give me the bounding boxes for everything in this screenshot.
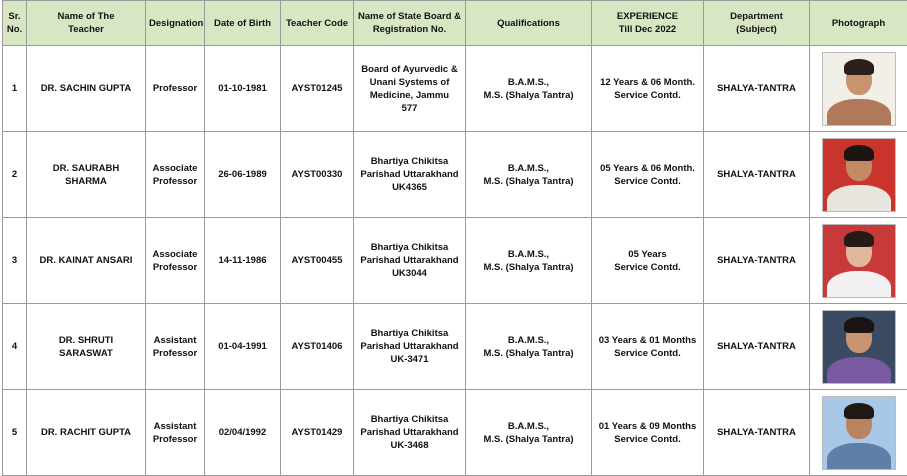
header-qualifications: Qualifications — [466, 1, 592, 46]
photo-hair — [844, 231, 874, 247]
department-cell: SHALYA-TANTRA — [704, 132, 810, 218]
table-row — [3, 132, 907, 218]
header-experience: EXPERIENCE Till Dec 2022 — [592, 1, 704, 46]
qualifications-cell: B.A.M.S., M.S. (Shalya Tantra) — [466, 46, 592, 132]
designation-cell: Assistant Professor — [146, 390, 205, 476]
photo-shoulders — [827, 443, 891, 470]
dob-cell: 01-04-1991 — [205, 304, 281, 390]
teacher-photo — [822, 310, 896, 384]
teacher-name-cell: DR. SACHIN GUPTA — [27, 46, 146, 132]
header-department: Department (Subject) — [704, 1, 810, 46]
sr-no-cell: 1 — [3, 46, 27, 132]
sr-no-cell: 2 — [3, 132, 27, 218]
header-dob: Date of Birth — [205, 1, 281, 46]
photograph-cell — [810, 46, 907, 132]
department-cell: SHALYA-TANTRA — [704, 218, 810, 304]
teacher-name-cell: DR. SAURABH SHARMA — [27, 132, 146, 218]
header-sr: Sr. No. — [3, 1, 27, 46]
table-row — [3, 46, 907, 132]
teacher-code-cell: AYST01245 — [281, 46, 354, 132]
board-registration-cell: Bhartiya Chikitsa Parishad Uttarakhand UK-3468 — [354, 390, 466, 476]
header-designation: Designation — [146, 1, 205, 46]
designation-cell: Associate Professor — [146, 132, 205, 218]
photo-hair — [844, 59, 874, 75]
department-cell: SHALYA-TANTRA — [704, 46, 810, 132]
header-board: Name of State Board & Registration No. — [354, 1, 466, 46]
table-row — [3, 218, 907, 304]
teacher-table — [2, 0, 907, 476]
dob-cell: 26-06-1989 — [205, 132, 281, 218]
header-photograph: Photograph — [810, 1, 907, 46]
photograph-cell — [810, 132, 907, 218]
qualifications-cell: B.A.M.S., M.S. (Shalya Tantra) — [466, 390, 592, 476]
dob-cell: 02/04/1992 — [205, 390, 281, 476]
experience-cell: 05 Years & 06 Month. Service Contd. — [592, 132, 704, 218]
photo-hair — [844, 145, 874, 161]
teacher-code-cell: AYST01406 — [281, 304, 354, 390]
department-cell: SHALYA-TANTRA — [704, 390, 810, 476]
qualifications-cell: B.A.M.S., M.S. (Shalya Tantra) — [466, 132, 592, 218]
photo-shoulders — [827, 357, 891, 384]
photo-shoulders — [827, 99, 891, 126]
teacher-code-cell: AYST00455 — [281, 218, 354, 304]
header-name: Name of The Teacher — [27, 1, 146, 46]
experience-cell: 03 Years & 01 Months Service Contd. — [592, 304, 704, 390]
sr-no-cell: 3 — [3, 218, 27, 304]
board-registration-cell: Bhartiya Chikitsa Parishad Uttarakhand UK4365 — [354, 132, 466, 218]
table-row — [3, 304, 907, 390]
dob-cell: 14-11-1986 — [205, 218, 281, 304]
department-cell: SHALYA-TANTRA — [704, 304, 810, 390]
sr-no-cell: 4 — [3, 304, 27, 390]
teacher-photo — [822, 52, 896, 126]
board-registration-cell: Bhartiya Chikitsa Parishad Uttarakhand UK3044 — [354, 218, 466, 304]
teacher-photo — [822, 224, 896, 298]
board-registration-cell: Bhartiya Chikitsa Parishad Uttarakhand UK-3471 — [354, 304, 466, 390]
qualifications-cell: B.A.M.S., M.S. (Shalya Tantra) — [466, 218, 592, 304]
experience-cell: 12 Years & 06 Month. Service Contd. — [592, 46, 704, 132]
designation-cell: Associate Professor — [146, 218, 205, 304]
photo-hair — [844, 317, 874, 333]
teacher-photo — [822, 396, 896, 470]
photo-shoulders — [827, 271, 891, 298]
designation-cell: Professor — [146, 46, 205, 132]
designation-cell: Assistant Professor — [146, 304, 205, 390]
teacher-name-cell: DR. KAINAT ANSARI — [27, 218, 146, 304]
experience-cell: 05 Years Service Contd. — [592, 218, 704, 304]
photo-hair — [844, 403, 874, 419]
teacher-name-cell: DR. RACHIT GUPTA — [27, 390, 146, 476]
dob-cell: 01-10-1981 — [205, 46, 281, 132]
sr-no-cell: 5 — [3, 390, 27, 476]
header-row — [3, 1, 907, 46]
photograph-cell — [810, 304, 907, 390]
teacher-code-cell: AYST00330 — [281, 132, 354, 218]
qualifications-cell: B.A.M.S., M.S. (Shalya Tantra) — [466, 304, 592, 390]
teacher-code-cell: AYST01429 — [281, 390, 354, 476]
photograph-cell — [810, 390, 907, 476]
teacher-name-cell: DR. SHRUTI SARASWAT — [27, 304, 146, 390]
photograph-cell — [810, 218, 907, 304]
table-row — [3, 390, 907, 476]
board-registration-cell: Board of Ayurvedic & Unani Systems of Medicine, Jammu 577 — [354, 46, 466, 132]
header-teacher-code: Teacher Code — [281, 1, 354, 46]
teacher-photo — [822, 138, 896, 212]
photo-shoulders — [827, 185, 891, 212]
experience-cell: 01 Years & 09 Months Service Contd. — [592, 390, 704, 476]
